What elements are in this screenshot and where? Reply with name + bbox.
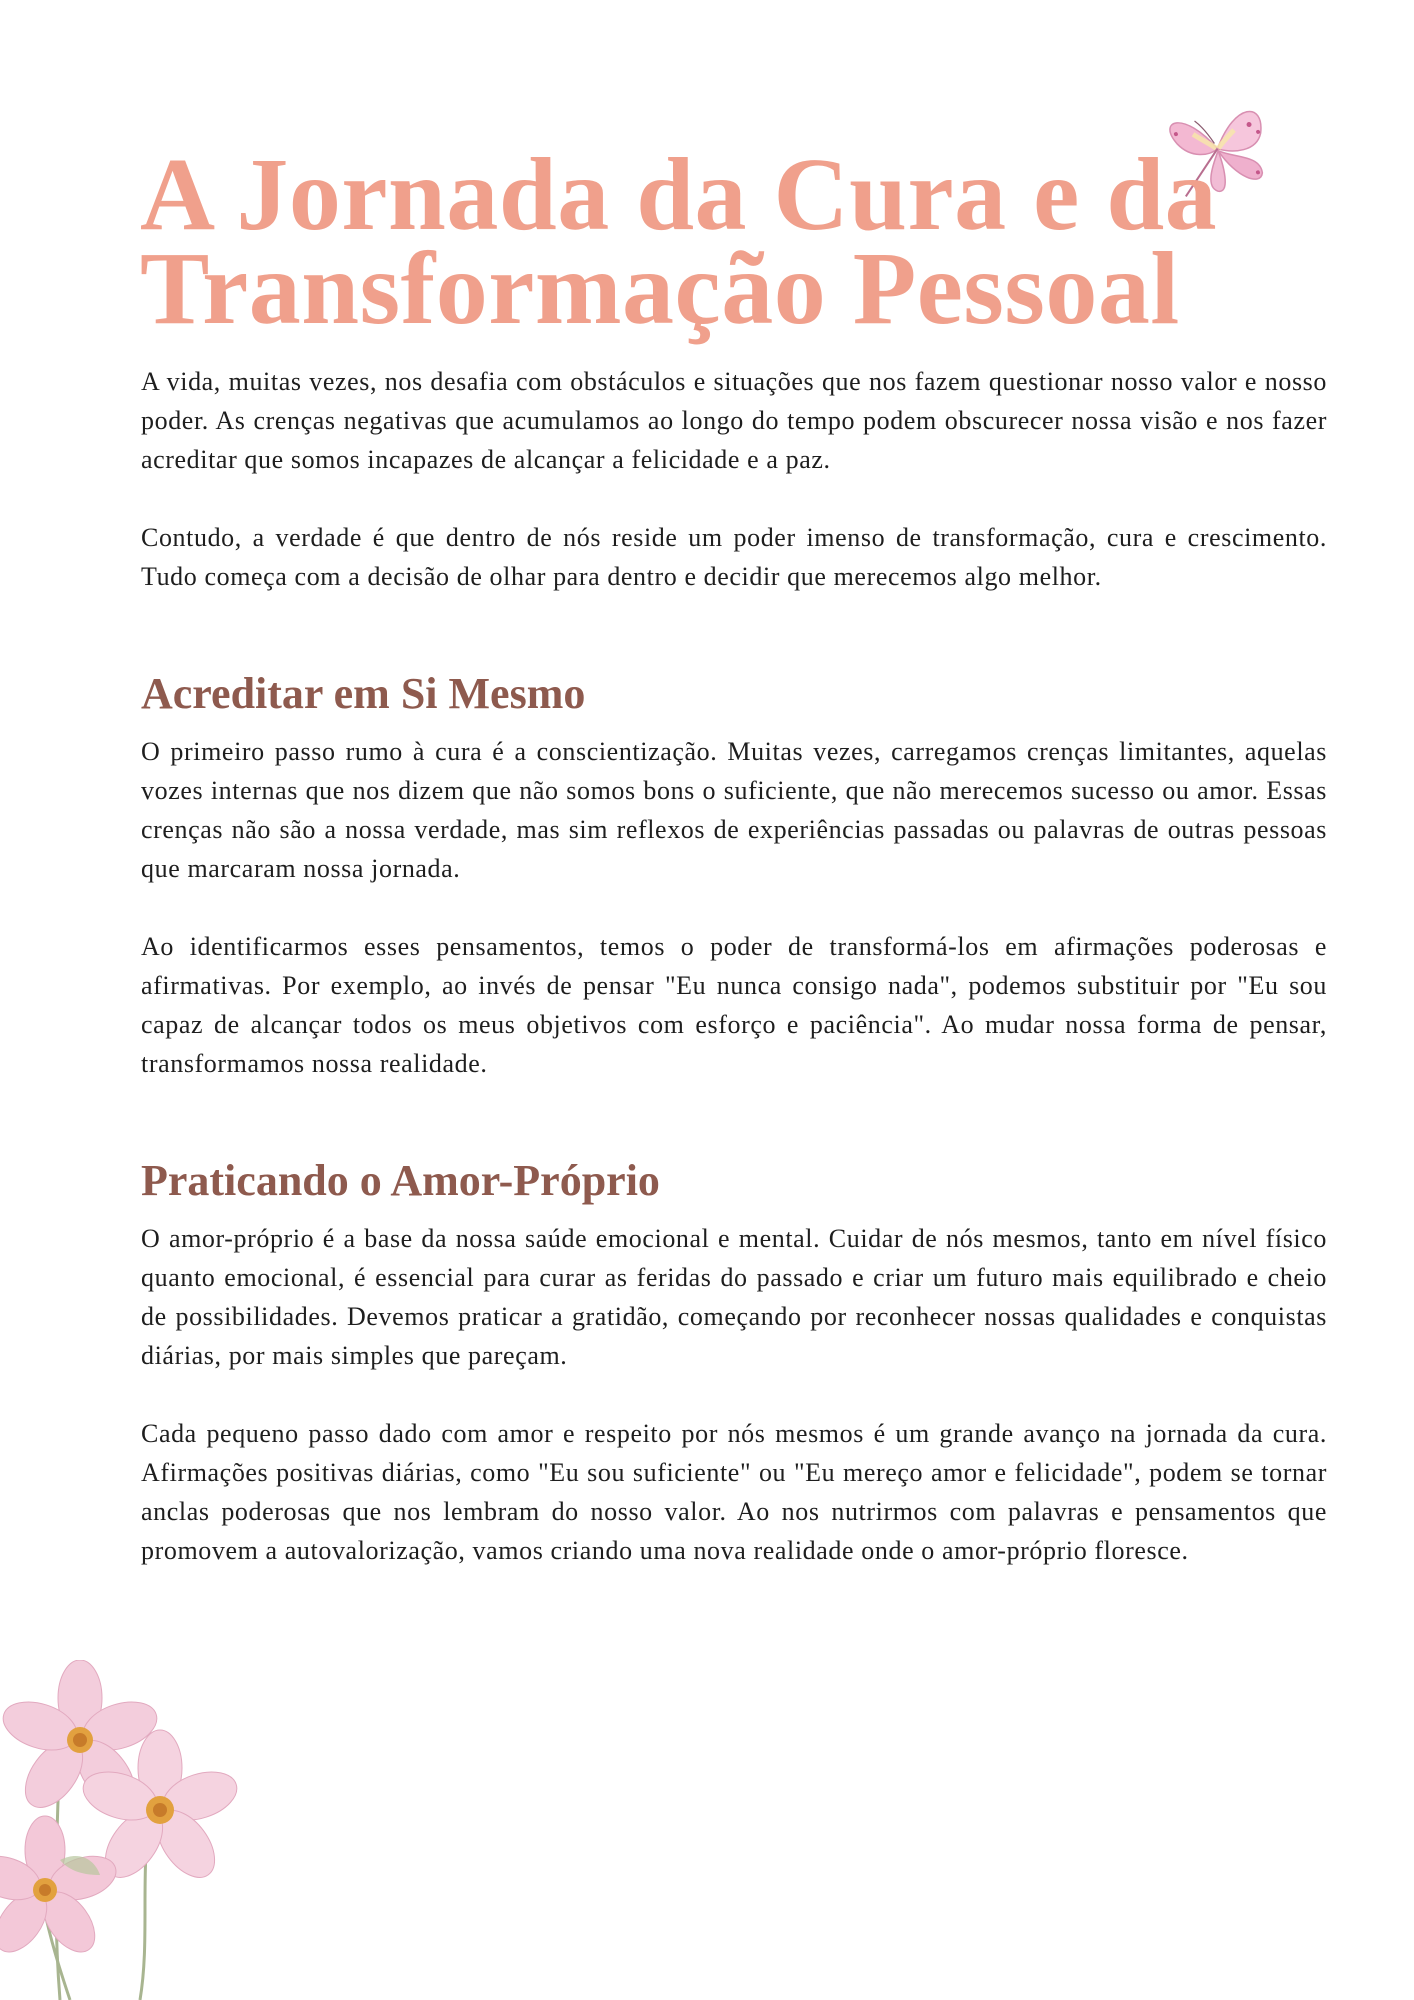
flowers-icon xyxy=(0,1660,270,2000)
intro-paragraph-2: Contudo, a verdade é que dentro de nós reside um poder imenso de transformação, cura e crescimento. Tudo começa com a decisão de olhar para dentro e decidir que merecemos algo melhor. xyxy=(141,523,1327,591)
section-2-paragraph-2: Cada pequeno passo dado com amor e respeito por nós mesmos é um grande avanço na jornada da cura. Afirmações positivas diárias, como "Eu sou suficiente" ou "Eu mereço amor e felicidade", podem se tornar anclas poderosas que nos lembram do nosso valor. Ao nos nutrirmos com palavras e pensamentos que promovem a autovalorização, vamos criando uma nova realidade onde o amor-próprio floresce. xyxy=(141,1419,1327,1565)
section-heading-acreditar: Acreditar em Si Mesmo xyxy=(141,669,586,718)
title-line-1: A Jornada da Cura e da xyxy=(140,137,1218,252)
document-body xyxy=(141,362,1327,1570)
section-2-paragraph-1: O amor-próprio é a base da nossa saúde emocional e mental. Cuidar de nós mesmos, tanto em nível físico quanto emocional, é essencial para curar as feridas do passado e criar um futuro mais equilibrado e cheio de possibilidades. Devemos praticar a gratidão, começando por reconhecer nossas qualidades e conquistas diárias, por mais simples que pareçam. xyxy=(141,1224,1327,1370)
section-1-paragraph-2: Ao identificarmos esses pensamentos, temos o poder de transformá-los em afirmações poderosas e afirmativas. Por exemplo, ao invés de pensar "Eu nunca consigo nada", podemos substituir por "Eu sou capaz de alcançar todos os meus objetivos com esforço e paciência". Ao mudar nossa forma de pensar, transformamos nossa realidade. xyxy=(141,932,1327,1078)
intro-section xyxy=(141,362,1327,596)
page-title xyxy=(140,137,1300,346)
intro-paragraph-1: A vida, muitas vezes, nos desafia com obstáculos e situações que nos fazem questionar nosso valor e nosso poder. As crenças negativas que acumulamos ao longo do tempo podem obscurecer nossa visão e nos fazer acreditar que somos incapazes de alcançar a felicidade e a paz. xyxy=(141,367,1327,474)
title-line-2: Transformação Pessoal xyxy=(140,231,1180,346)
section-1-paragraph-1: O primeiro passo rumo à cura é a conscientização. Muitas vezes, carregamos crenças limitantes, aquelas vozes internas que nos dizem que não somos bons o suficiente, que não merecemos sucesso ou amor. Essas crenças não são a nossa verdade, mas sim reflexos de experiências passadas ou palavras de outras pessoas que marcaram nossa jornada. xyxy=(141,737,1327,883)
section-heading-amor-proprio: Praticando o Amor-Próprio xyxy=(141,1156,660,1205)
